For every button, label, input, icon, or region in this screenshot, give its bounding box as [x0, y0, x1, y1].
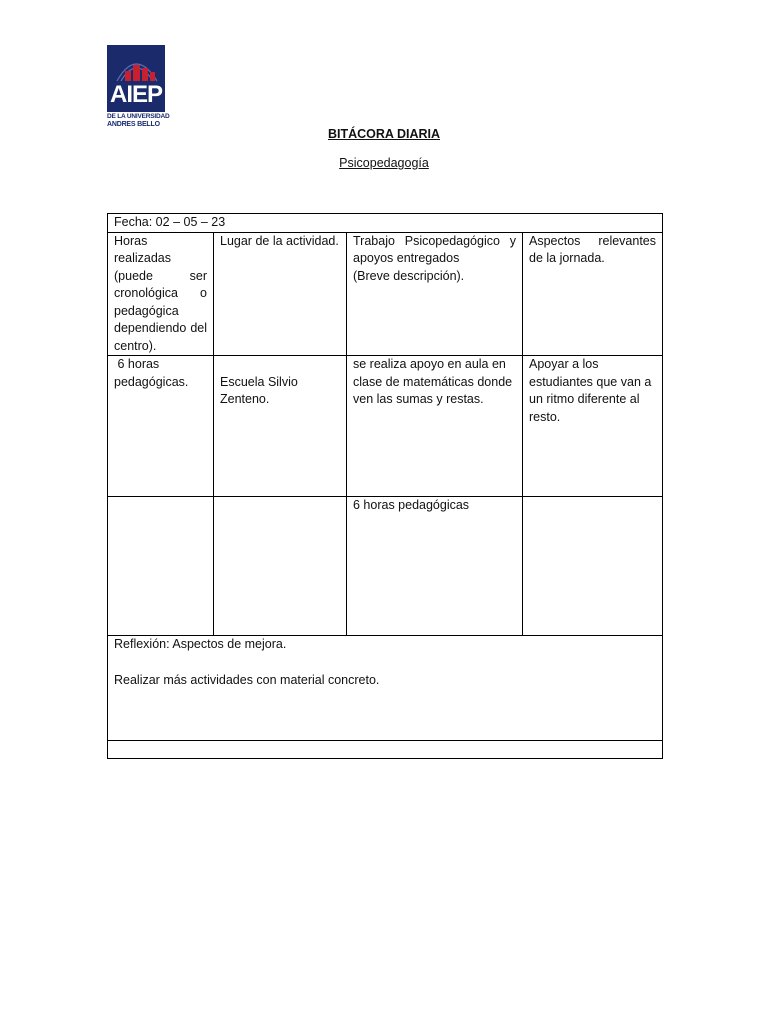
header-hours: Horas realizadas (puede ser cronológica o pedagógica dependiendo del centro). — [108, 232, 214, 356]
logo-subtitle-line2: ANDRES BELLO — [107, 121, 160, 128]
reflection-cell — [108, 636, 663, 741]
aiep-logo — [107, 45, 170, 128]
logo-text: AIEP — [109, 81, 162, 108]
row1-hours: 6 horas pedagógicas. — [108, 356, 214, 497]
logo-subtitle-line1: DE LA UNIVERSIDAD — [107, 113, 170, 120]
header-aspects: Aspectos relevantes de la jornada. — [523, 232, 663, 356]
row2-hours — [108, 497, 214, 636]
table-row — [108, 497, 663, 636]
reflection-text: Realizar más actividades con material concreto. — [114, 672, 380, 687]
empty-row — [108, 741, 663, 759]
logo-emblem — [107, 45, 165, 112]
header-row — [108, 232, 663, 356]
row2-aspects — [523, 497, 663, 636]
document-title: BITÁCORA DIARIA — [327, 127, 441, 141]
row2-place — [214, 497, 347, 636]
reflection-label: Reflexión: Aspectos de mejora. — [114, 637, 287, 651]
header-work-label: Trabajo Psicopedagógico y apoyos entregados — [353, 233, 516, 265]
log-table — [107, 213, 663, 759]
header-work — [347, 232, 523, 356]
reflection-row — [108, 636, 663, 741]
row1-aspects: Apoyar a los estudiantes que van a un ritmo diferente al resto. — [523, 356, 663, 497]
date-row — [108, 214, 663, 233]
row2-work: 6 horas pedagógicas — [347, 497, 523, 636]
date-cell: Fecha: 02 – 05 – 23 — [108, 214, 663, 233]
table-row — [108, 356, 663, 497]
row1-place — [214, 356, 347, 497]
row1-place-text: Escuela Silvio Zenteno. — [220, 374, 298, 406]
empty-cell — [108, 741, 663, 759]
header-work-note: (Breve descripción). — [353, 268, 465, 283]
document-subtitle: Psicopedagogía — [339, 156, 429, 170]
header-place: Lugar de la actividad. — [214, 232, 347, 356]
row1-work: se realiza apoyo en aula en clase de matemáticas donde ven las sumas y restas. — [347, 356, 523, 497]
